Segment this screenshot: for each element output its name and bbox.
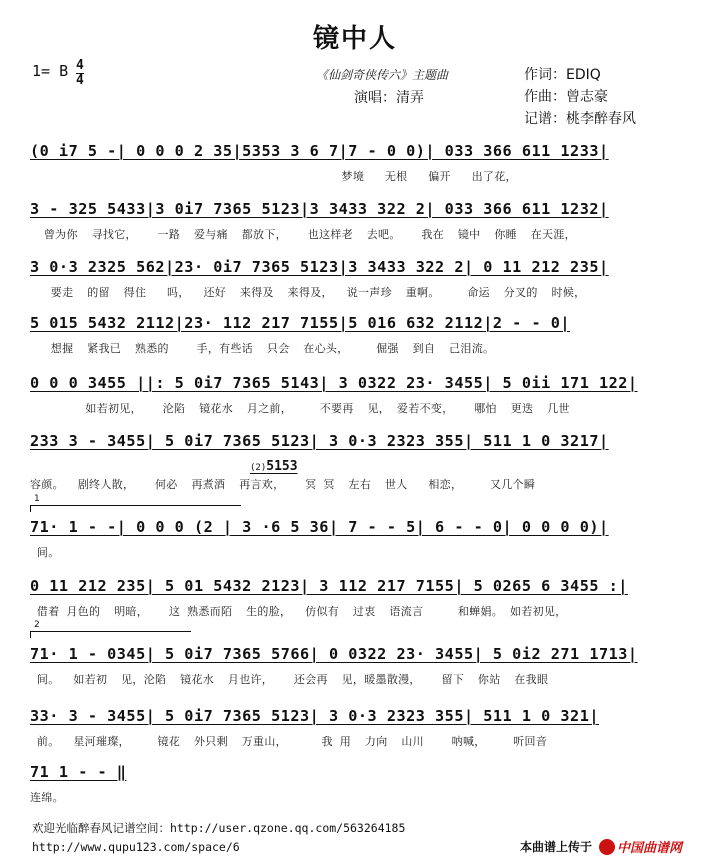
time-top: 4 [76,58,84,73]
notes-line: 3 0·3 2325 562|23· 0i7 7365 5123|3 3433 322 2| 0 11 212 235| [30,258,609,276]
notes-line: (0 i7 5 -| 0 0 0 2 35|5353 3 6 7|7 - 0 0)| 033 366 611 1233| [30,142,609,160]
score-system-3 [30,258,680,320]
lyrics-line: 如若初见， 沦陷 镜花水 月之前， 不要再 见， 爱若不变， 哪怕 更迭 几世 [30,402,570,415]
score-system-7 [30,518,680,580]
notes-line: 33· 3 - 3455| 5 0i7 7365 5123| 3 0·3 2323 355| 511 1 0 321| [30,707,599,725]
time-signature [76,60,84,87]
notes-line: 71· 1 - -| 0 0 0 (2 | 3 ·6 5 36| 7 - - 5| 6 - - 0| 0 0 0 0)| [30,518,609,536]
time-bottom: 4 [76,73,84,88]
score-system-8 [30,577,680,639]
logo-icon [599,839,615,855]
lyrics-line: 间。 如若初 见，沦陷 镜花水 月也许， 还会再 见，暖墨散漫， 留下 你站 在我眼 [30,673,549,686]
lyrics-line: 间。 [30,546,60,559]
alternate-ending-notes [250,459,298,474]
notes-line: 233 3 - 3455| 5 0i7 7365 5123| 3 0·3 2323 355| 511 1 0 3217| [30,432,609,450]
lyrics-line: 曾为你 寻找它， 一路 爱与痛 都放下， 也这样老 去吧。 我在 镜中 你睡 在天涯， [30,228,576,241]
notes-line: 0 11 212 235| 5 01 5432 2123| 3 112 217 7155| 5 0265 6 3455 :| [30,577,628,595]
page-title: 镜中人 [312,24,397,54]
key-signature: 1= B [32,62,69,80]
lyrics-line: 梦境 无根 偏开 出了花， [30,170,517,183]
volta-second-label: 2 [34,620,40,630]
score-system-9 [30,645,680,707]
score-system-6 [30,432,680,494]
transcriber: 记谱：桃李醉春风 [524,111,636,127]
footer-url[interactable]: http://www.qupu123.com/space/6 [32,840,240,854]
lyrics-line: 要走 的留 得住 吗， 还好 来得及 来得及， 说一声珍 重啊。 命运 分叉的 时候， [30,286,586,299]
lyrics-line: 连绵。 [30,791,64,804]
score-system-5 [30,374,680,436]
singer: 演唱：清弄 [354,90,424,106]
site-logo [599,836,682,854]
lyrics-line: 容颜。 剧终人散， 何必 再煮酒 再言欢， 冥 冥 左右 世人 相恋， 又几个瞬 [30,478,536,491]
notes-line: 71· 1 - 0345| 5 0i7 7365 5766| 0 0322 23· 3455| 5 0i2 271 1713| [30,645,638,663]
logo-text: 中国曲谱网 [617,841,683,856]
upload-note: 本曲谱上传于 [520,840,593,854]
notes-line: 71 1 - - ‖ [30,763,127,781]
subtitle: 《仙剑奇侠传六》主题曲 [316,68,449,82]
notes-line: 5 015 5432 2112|23· 112 217 7155|5 016 632 2112|2 - - 0| [30,314,571,332]
notes-line: 0 0 0 3455 ||: 5 0i7 7365 5143| 3 0322 23· 3455| 5 0ii 171 122| [30,374,638,392]
score-system-10 [30,707,680,769]
lyrics-line: 借着 月色的 明暗， 这 熟悉而陌 生的脸， 仿似有 过衷 语流言 和蝉娟。 如若初见， [30,605,567,618]
score-system-11 [30,763,680,825]
alternate-ending-value: 5153 [266,459,298,474]
volta-first-label: 1 [34,494,40,504]
footer-welcome: 欢迎光临醉春风记谱空间：http://user.qzone.qq.com/563264185 [32,821,406,835]
lyrics-line: 前。 星河璀璨， 镜花 外只剩 万重山， 我 用 力向 山川 呐喊， 听回音 [30,735,548,748]
volta-second [30,620,191,638]
volta-first [30,494,241,512]
score-system-4 [30,314,680,376]
notes-line: 3 - 325 5433|3 0i7 7365 5123|3 3433 322 2| 033 366 611 1232| [30,200,609,218]
alternate-ending-label: (2) [250,463,267,473]
score-system-1 [30,142,680,204]
score-system-2 [30,200,680,262]
lyrics-line: 想握 紧我已 熟悉的 手，有些话 只会 在心头， 倔强 到自 己泪流。 [30,342,495,355]
composer: 作曲：曾志豪 [524,89,608,105]
lyricist: 作词：EDIQ [524,67,601,83]
